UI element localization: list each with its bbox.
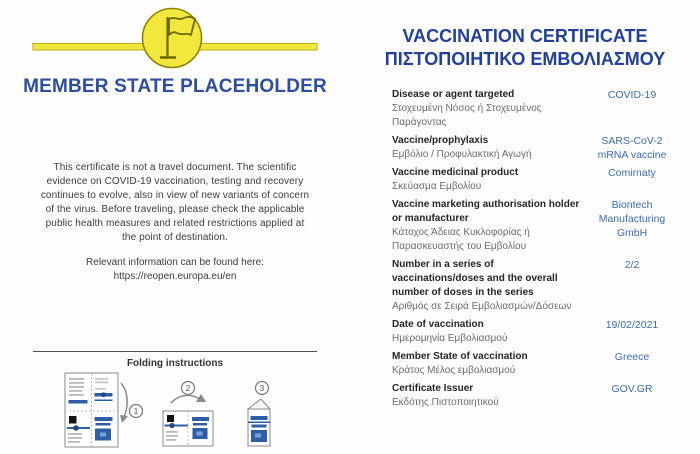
step-3-badge	[256, 382, 269, 395]
certificate-title-en: VACCINATION CERTIFICATE	[402, 26, 648, 46]
field-row-medicinal-product	[350, 166, 700, 194]
svg-text:2: 2	[185, 384, 191, 393]
field-row-certificate-issuer	[350, 382, 700, 410]
field-label-greek: Κάτοχος Άδειας Κυκλοφορίας ή Παρασκευαστής του Εμβολίου	[392, 227, 530, 252]
field-row-manufacturer	[350, 198, 700, 254]
certificate-title	[350, 25, 700, 71]
folding-section-divider	[33, 351, 317, 352]
travel-notice-text: This certificate is not a travel document. The scientific evidence on COVID-19 vaccination, testing and recovery continues to evolve, also in view of new variants of concern of the virus. Before traveling, please check the applicable public health measures and related restrictions applied at the point of destination.	[40, 162, 310, 243]
field-label-greek: Κράτος Μέλος εμβολιασμού	[392, 365, 516, 376]
field-value: Biontech Manufacturing GmbH	[598, 199, 666, 239]
folding-instructions-diagram	[55, 371, 295, 453]
svg-text:3: 3	[259, 384, 265, 393]
field-value: Comirnaty	[608, 167, 656, 179]
field-value: 19/02/2021	[605, 319, 659, 331]
folding-diagram-booklet	[248, 399, 270, 446]
certificate-fields	[350, 88, 700, 414]
field-label: Vaccine medicinal product	[392, 167, 519, 178]
field-label: Certificate Issuer	[392, 383, 474, 394]
folding-diagram-unfolded	[65, 373, 118, 447]
fold-arrow-1-icon	[120, 383, 128, 423]
field-value: Greece	[614, 351, 650, 363]
field-row-disease	[350, 88, 700, 130]
step-2-badge	[182, 382, 195, 395]
svg-text:1: 1	[133, 407, 139, 416]
field-value: SARS-CoV-2 mRNA vaccine	[597, 135, 667, 161]
step-1-badge	[130, 405, 143, 418]
field-value: GOV.GR	[611, 383, 653, 395]
folding-instructions-heading: Folding instructions	[126, 358, 224, 369]
field-label: Vaccine/prophylaxis	[392, 135, 489, 146]
field-row-vaccination-date	[350, 318, 700, 346]
field-label-greek: Στοχευμένη Νόσος ή Στοχευμένος Παράγοντας	[392, 103, 542, 128]
field-value: COVID-19	[607, 89, 657, 101]
field-label: Member State of vaccination	[392, 351, 528, 362]
field-label-greek: Σκεύασμα Εμβολίου	[392, 181, 482, 192]
field-label-greek: Αριθμός σε Σειρά Εμβολιασμών/Δόσεων	[392, 301, 572, 312]
field-label: Date of vaccination	[392, 319, 484, 330]
fold-arrow-2-icon	[171, 394, 206, 403]
field-label: Number in a series of vaccinations/doses and the overall number of doses in the series	[392, 259, 558, 298]
field-label: Vaccine marketing authorisation holder or manufacturer	[392, 199, 580, 224]
relevant-info-url: https://reopen.europa.eu/en	[113, 271, 237, 282]
field-row-vaccine-prophylaxis	[350, 134, 700, 162]
member-state-emblem	[20, 6, 320, 72]
field-label-greek: Εμβόλιο / Προφυλακτική Αγωγή	[392, 149, 532, 160]
relevant-info-heading: Relevant information can be found here:	[86, 257, 264, 268]
field-row-member-state	[350, 350, 700, 378]
certificate-details-panel	[350, 0, 700, 454]
field-label-greek: Εκδότης Πιστοποιητικού	[392, 397, 499, 408]
field-value: 2/2	[624, 259, 640, 271]
member-state-title: MEMBER STATE PLACEHOLDER	[23, 76, 327, 97]
folding-diagram-half-folded	[163, 411, 213, 446]
field-label: Disease or agent targeted	[392, 89, 515, 100]
certificate-title-el: ΠΙΣΤΟΠΟΙΗΤΙΚΟ ΕΜΒΟΛΙΑΣΜΟΥ	[384, 49, 666, 69]
field-label-greek: Ημερομηνία Εμβολιασμού	[392, 333, 508, 344]
field-row-dose-number	[350, 258, 700, 314]
